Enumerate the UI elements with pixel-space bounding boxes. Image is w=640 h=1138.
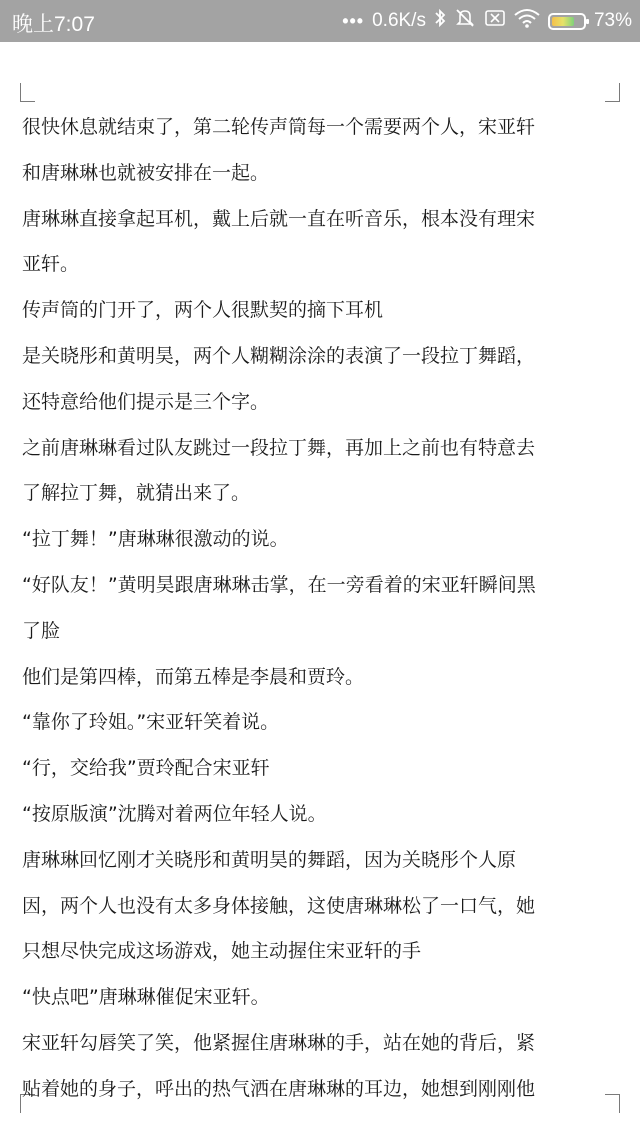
notification-dots: ••• [342,10,365,31]
page-corner-bottom-right [605,1094,620,1113]
mute-icon [454,7,476,35]
text-line: 是关晓彤和黄明昊，两个人糊糊涂涂的表演了一段拉丁舞蹈， [22,344,536,367]
text-line: 宋亚轩勾唇笑了笑，他紧握住唐琳琳的手，站在她的背后，紧 [22,1031,536,1054]
network-speed: 0.6K/s [372,10,426,31]
wifi-icon [514,8,540,34]
text-line: “靠你了玲姐。”宋亚轩笑着说。 [22,711,280,734]
text-line: 只想尽快完成这场游戏，她主动握住宋亚轩的手 [22,940,422,963]
text-line: 了脸 [22,619,61,642]
text-line: 唐琳琳直接拿起耳机，戴上后就一直在听音乐，根本没有理宋 [22,207,536,230]
text-line: 还特意给他们提示是三个字。 [22,390,270,413]
text-line: 和唐琳琳也就被安排在一起。 [22,161,270,184]
battery-level-fill [552,17,574,26]
reader-text-page[interactable] [22,105,602,1113]
no-sim-icon [484,8,506,34]
text-line: 贴着她的身子，呼出的热气洒在唐琳琳的耳边，她想到刚刚他 [22,1077,536,1100]
text-line: “行，交给我”贾玲配合宋亚轩 [22,757,270,780]
text-line: 传声筒的门开了，两个人很默契的摘下耳机 [22,299,384,322]
battery-percent: 73% [593,10,632,31]
text-line: 很快休息就结束了，第二轮传声筒每一个需要两个人，宋亚轩 [22,116,536,138]
text-line: 因，两个人也没有太多身体接触，这使唐琳琳松了一口气，她 [22,894,536,917]
page-corner-top-right [605,83,620,102]
text-line: 他们是第四棒，而第五棒是李晨和贾玲。 [22,665,365,688]
status-time: 晚上7:07 [12,13,95,36]
battery-icon [548,13,586,30]
text-line: “好队友！”黄明昊跟唐琳琳击掌，在一旁看着的宋亚轩瞬间黑 [22,573,536,596]
text-line: 之前唐琳琳看过队友跳过一段拉丁舞，再加上之前也有特意去 [22,436,536,459]
text-line: 了解拉丁舞，就猜出来了。 [22,482,251,505]
text-line: “拉丁舞！”唐琳琳很激动的说。 [22,528,289,551]
text-line: 亚轩。 [22,253,80,276]
text-line: “按原版演”沈腾对着两位年轻人说。 [22,802,327,825]
status-icons [342,0,632,42]
status-bar [0,0,640,42]
bluetooth-icon [434,8,446,34]
text-line: “快点吧”唐琳琳催促宋亚轩。 [22,986,270,1009]
page-corner-top-left [20,83,35,102]
text-line: 唐琳琳回忆刚才关晓彤和黄明昊的舞蹈，因为关晓彤个人原 [22,848,517,871]
